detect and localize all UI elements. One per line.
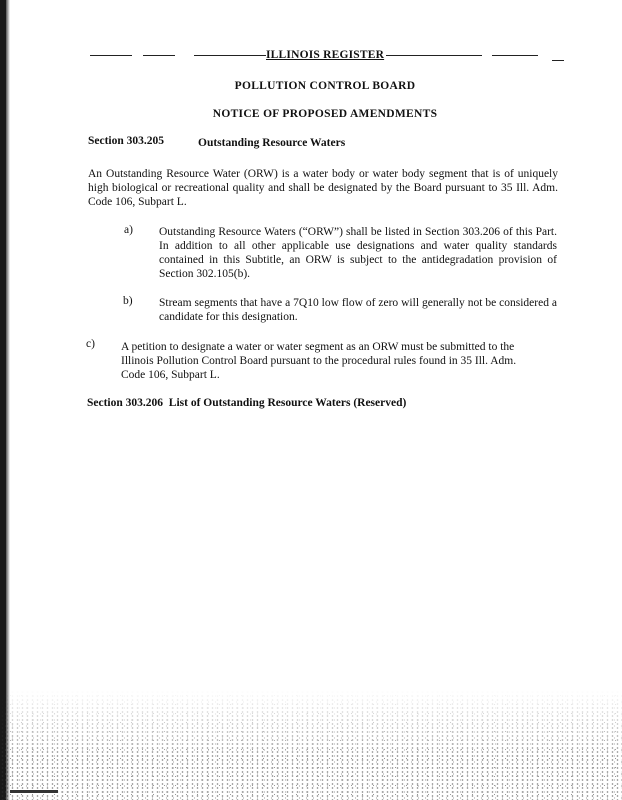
scan-bottom-mark	[10, 790, 58, 793]
header-rule-segment	[492, 55, 538, 56]
item-a-text: Outstanding Resource Waters (“ORW”) shall be listed in Section 303.206 of this Part. In addition to all other applicable use designations and water quality standards contained in this Subtitle, an ORW is subject to the antidegradation provision of Section 302.105(b).	[159, 226, 557, 280]
item-b-label: b)	[123, 295, 133, 307]
intro-paragraph: An Outstanding Resource Water (ORW) is a water body or water body segment that is of uniquely high biological or recreational quality and shall be designated by the Board pursuant to 35 Ill. Adm. Code 106, Subpart L.	[88, 168, 558, 208]
notice-title: NOTICE OF PROPOSED AMENDMENTS	[212, 108, 438, 120]
header-rule-segment	[194, 55, 266, 56]
header-rule-segment	[143, 55, 175, 56]
scan-noise	[0, 690, 622, 800]
section-title: Outstanding Resource Waters	[198, 137, 346, 149]
item-c-label: c)	[86, 338, 95, 350]
header-rule-segment	[386, 55, 482, 56]
header-rule-segment	[90, 55, 132, 56]
item-c-text: A petition to designate a water or water segment as an ORW must be submitted to the Illinois Pollution Control Board pursuant to the procedural rules found in 35 Ill. Adm. Code 106, Subpart L.	[121, 341, 517, 381]
header-rule-segment	[552, 60, 564, 61]
register-title: ILLINOIS REGISTER	[266, 49, 385, 61]
agency-title: POLLUTION CONTROL BOARD	[234, 80, 416, 92]
item-a-label: a)	[124, 224, 133, 236]
item-b-text: Stream segments that have a 7Q10 low flow of zero will generally not be considered a candidate for this designation.	[159, 297, 557, 323]
section-303-206-heading: Section 303.206 List of Outstanding Resource Waters (Reserved)	[87, 397, 407, 409]
scan-left-edge-fade	[6, 0, 10, 800]
section-number: Section 303.205	[88, 135, 165, 147]
